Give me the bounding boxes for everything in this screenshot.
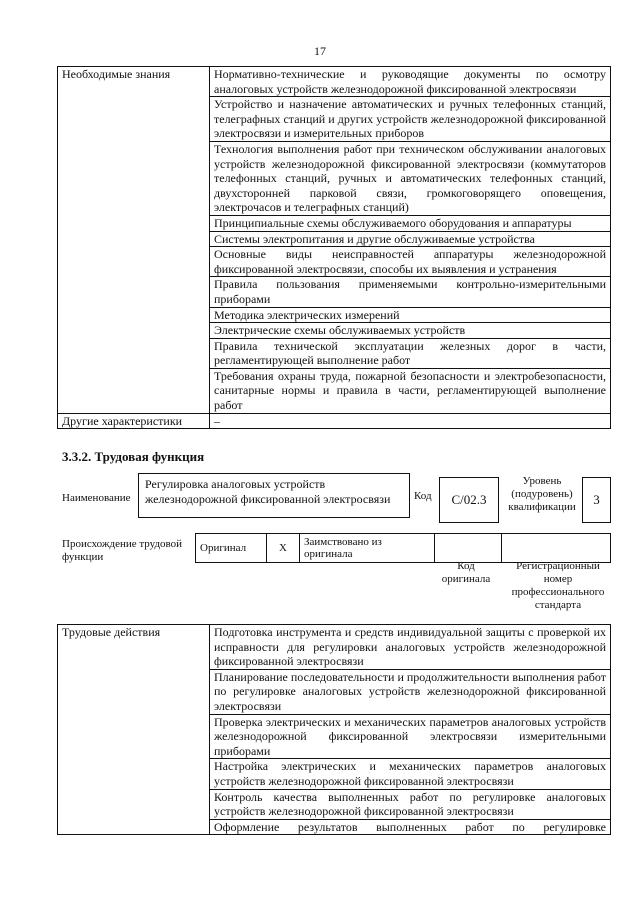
borrowed-label: Заимствовано из оригинала bbox=[300, 534, 435, 563]
other-characteristics-label: Другие характеристики bbox=[58, 413, 210, 429]
section-title: 3.3.2. Трудовая функция bbox=[62, 449, 205, 464]
original-mark: X bbox=[267, 534, 300, 563]
code-box: С/02.3 bbox=[439, 477, 499, 523]
knowledge-item: Электрические схемы обслуживаемых устройств bbox=[210, 323, 611, 339]
reg-number-label: Регистрационный номер профессионального стандарта bbox=[511, 560, 605, 611]
knowledge-item: Правила пользования применяемыми контрольно-измерительными приборами bbox=[210, 277, 611, 307]
knowledge-item: Принципиальные схемы обслуживаемого оборудования и аппаратуры bbox=[210, 215, 611, 231]
code-original-label: Код оригинала bbox=[441, 560, 491, 585]
action-item: Оформление результатов выполненных работ по регулировке bbox=[210, 819, 611, 835]
knowledge-item: Правила технической эксплуатации железных дорог в части, регламентирующей выполнение работ bbox=[210, 338, 611, 368]
level-box: 3 bbox=[582, 477, 611, 523]
knowledge-table bbox=[57, 66, 611, 429]
knowledge-item: Нормативно-технические и руководящие документы по осмотру аналоговых устройств железнодорожной фиксированной электросвязи bbox=[210, 67, 611, 97]
action-item: Планирование последовательности и продолжительности выполнения работ по регулировке аналоговых устройств железнодорожной фиксированной электросвязи bbox=[210, 669, 611, 714]
table-row bbox=[58, 625, 611, 670]
other-characteristics-value: – bbox=[210, 413, 611, 429]
knowledge-item: Методика электрических измерений bbox=[210, 307, 611, 323]
knowledge-item: Технология выполнения работ при техническом обслуживании аналоговых устройств железнодорожной фиксированной электросвязи (коммутаторов телефонных станций, ручных и автоматических телефонных станций, двухсторонней парковой связи, громкоговорящего оповещения, электрочасов и телеграфных станций) bbox=[210, 141, 611, 215]
level-label: Уровень (подуровень) квалификации bbox=[508, 475, 576, 513]
code-original-cell bbox=[435, 534, 502, 563]
reg-number-cell bbox=[502, 534, 611, 563]
action-item: Настройка электрических и механических параметров аналоговых устройств железнодорожной фиксированной электросвязи bbox=[210, 759, 611, 789]
code-label: Код bbox=[414, 490, 432, 502]
knowledge-item: Системы электропитания и другие обслуживаемые устройства bbox=[210, 231, 611, 247]
origin-row bbox=[195, 533, 611, 563]
action-item: Контроль качества выполненных работ по регулировке аналоговых устройств железнодорожной фиксированной электросвязи bbox=[210, 789, 611, 819]
table-row bbox=[58, 67, 611, 97]
original-label: Оригинал bbox=[196, 534, 267, 563]
action-item: Подготовка инструмента и средств индивидуальной защиты с проверкой их исправности для регулировки аналоговых устройств железнодорожной фиксированной электросвязи bbox=[210, 625, 611, 670]
knowledge-item: Устройство и назначение автоматических и ручных телефонных станций, телеграфных станций и других устройств железнодорожной фиксированной электросвязи и измерительных приборов bbox=[210, 97, 611, 142]
action-item: Проверка электрических и механических параметров аналоговых устройств железнодорожной фиксированной электросвязи измерительными приборами bbox=[210, 714, 611, 759]
origin-label: Происхождение трудовой функции bbox=[62, 538, 183, 563]
page-number: 17 bbox=[314, 44, 326, 58]
table-row bbox=[58, 413, 611, 429]
knowledge-item: Требования охраны труда, пожарной безопасности и электробезопасности, санитарные нормы и правила в части, регламентирующей выполнение работ bbox=[210, 368, 611, 413]
knowledge-item: Основные виды неисправностей аппаратуры железнодорожной фиксированной электросвязи, способы их выявления и устранения bbox=[210, 247, 611, 277]
actions-label: Трудовые действия bbox=[58, 625, 210, 835]
function-name-box: Регулировка аналоговых устройств железнодорожной фиксированной электросвязи bbox=[138, 473, 410, 518]
actions-table bbox=[57, 624, 611, 835]
name-label: Наименование bbox=[62, 492, 131, 504]
knowledge-label: Необходимые знания bbox=[58, 67, 210, 414]
